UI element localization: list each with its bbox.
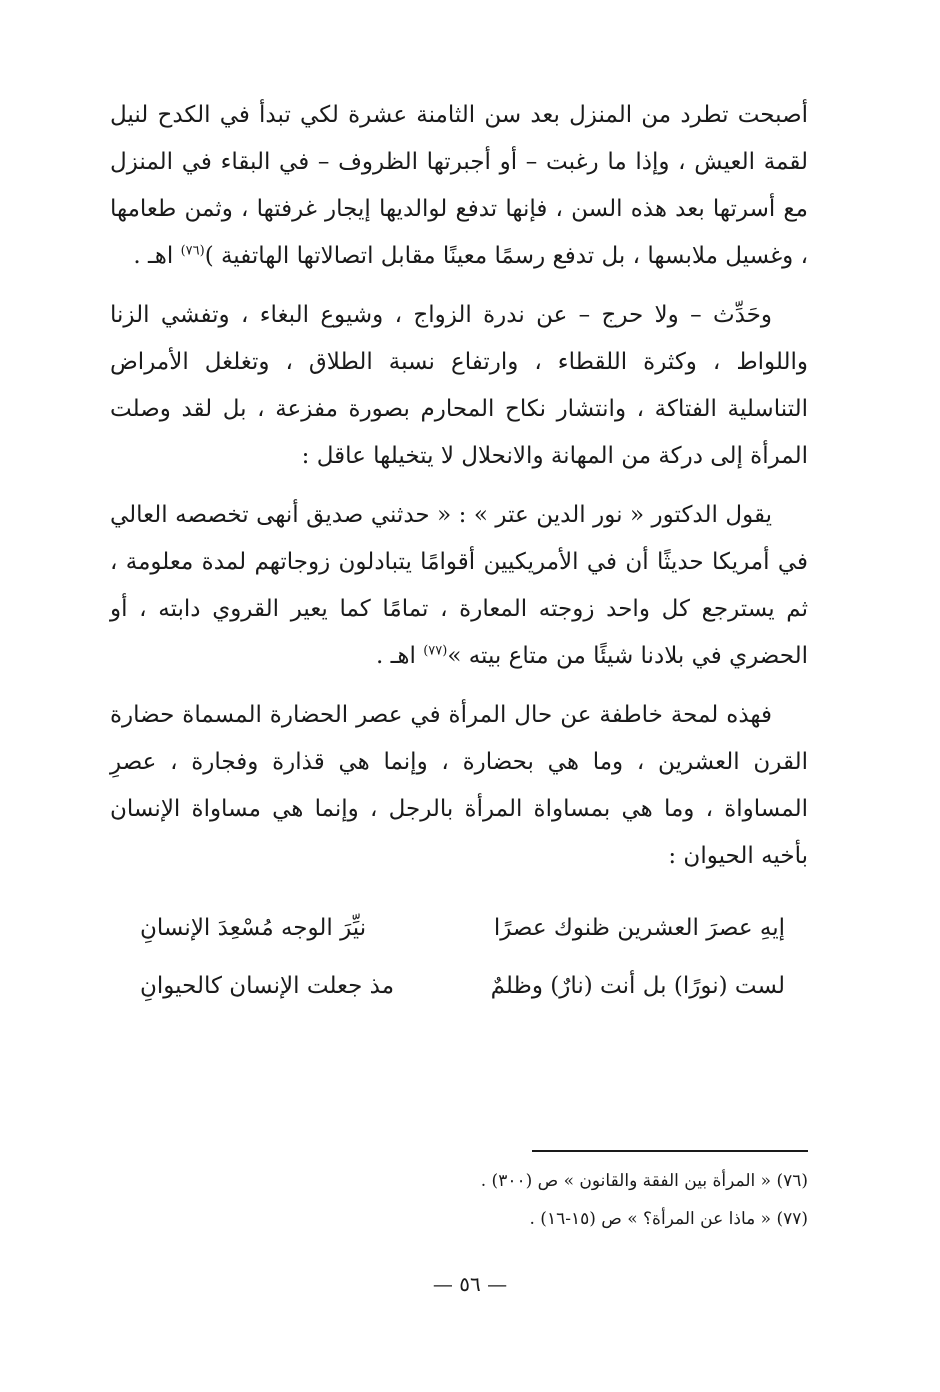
poem-first-hemistich: إيهِ عصرَ العشرين ظنوك عصرًا [493, 915, 785, 941]
paragraph-text: يقول الدكتور « نور الدين عتر » : « حدثني صديق أنهى تخصصه العالي في أمريكا حديثًا أن في الأمريكيين أقوامًا يتبادلون زوجاتهم لمدة معلومة ، ثم يسترجع كل واحد زوجته المعارة ، تمامًا كما يعير القروي دابته ، أو الحضري في بلادنا شيئًا من متاع بيته » [110, 502, 808, 669]
footnotes [308, 1162, 808, 1238]
paragraph-2 [110, 292, 808, 480]
paragraph-tail: اهـ . [376, 643, 424, 669]
poem-first-hemistich: لست (نورًا) بل أنت (نارٌ) وظلمٌ [490, 973, 785, 999]
main-text [110, 92, 808, 892]
page-number: — ٥٦ — [432, 1272, 508, 1296]
poem-verse [140, 905, 785, 963]
poem-second-hemistich: نيِّرَ الوجه مُسْعِدَ الإنسانِ [140, 915, 367, 941]
footnote-77: (٧٧) « ماذا عن المرأة؟ » ص (١٥-١٦) . [529, 1209, 808, 1229]
poem [140, 905, 785, 1021]
footnote-ref-77: (٧٧) [423, 643, 448, 659]
paragraph-tail: اهـ . [133, 243, 181, 269]
paragraph-3 [110, 492, 808, 680]
paragraph-text: أصبحت تطرد من المنزل بعد سن الثامنة عشرة لكي تبدأ في الكدح لنيل لقمة العيش ، وإذا ما رغبت – أو أجبرتها الظروف – في البقاء في المنزل مع أسرتها بعد هذه السن ، فإنها تدفع لوالديها إيجار غرفتها ، وثمن طعامها ، وغسيل ملابسها ، بل تدفع رسمًا معينًا مقابل اتصالاتها الهاتفية ) [110, 102, 808, 269]
footnote-divider [532, 1150, 808, 1152]
paragraph-text: فهذه لمحة خاطفة عن حال المرأة في عصر الحضارة المسماة حضارة القرن العشرين ، وما هي بحضارة ، وإنما هي قذارة وفجارة ، عصرِ المساواة ، وما هي بمساواة المرأة بالرجل ، وإنما هي مساواة الإنسان بأخيه الحيوان : [110, 702, 808, 869]
poem-second-hemistich: مذ جعلت الإنسان كالحيوانِ [140, 973, 395, 999]
paragraph-4 [110, 692, 808, 880]
paragraph-text: وحَدِّث – ولا حرج – عن ندرة الزواج ، وشيوع البغاء ، وتفشي الزنا واللواط ، وكثرة اللقطاء ، وارتفاع نسبة الطلاق ، وتغلغل الأمراض التناسلية الفتاكة ، وانتشار نكاح المحارم بصورة مفزعة ، بل لقد وصلت المرأة إلى دركة من المهانة والانحلال لا يتخيلها عاقل : [110, 302, 808, 469]
paragraph-1 [110, 92, 808, 280]
poem-verse [140, 963, 785, 1021]
footnote-ref-76: (٧٦) [180, 243, 205, 259]
footnote-76: (٧٦) « المرأة بين الفقة والقانون » ص (٣٠٠) . [480, 1171, 808, 1191]
